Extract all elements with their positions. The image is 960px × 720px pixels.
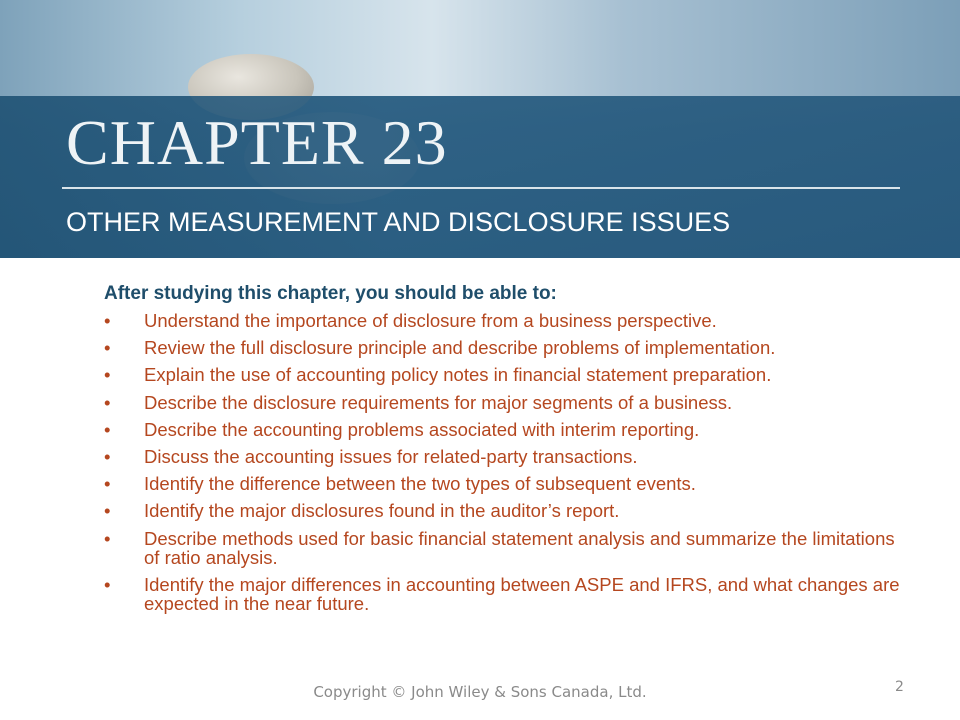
objective-text: Identify the difference between the two types of subsequent events. [144, 473, 696, 495]
objective-text: Identify the major differences in accounting between ASPE and IFRS, and what changes are expected in the near future. [144, 573, 900, 614]
objective-text: Discuss the accounting issues for related-party transactions. [144, 445, 638, 467]
objective-text: Describe methods used for basic financial statement analysis and summarize the limitations of ratio analysis. [144, 527, 895, 568]
objectives-list [104, 311, 904, 613]
objective-item [104, 338, 904, 357]
objective-item [104, 529, 904, 567]
objective-item [104, 420, 904, 439]
objective-item [104, 311, 904, 330]
bullet-icon: • [104, 445, 111, 467]
bullet-icon: • [104, 527, 111, 549]
page-number: 2 [895, 679, 904, 695]
objective-text: Describe the accounting problems associated with interim reporting. [144, 418, 700, 440]
bullet-icon: • [104, 418, 111, 440]
objective-text: Explain the use of accounting policy notes in financial statement preparation. [144, 364, 772, 386]
objective-text: Review the full disclosure principle and describe problems of implementation. [144, 337, 776, 359]
chapter-subtitle: OTHER MEASUREMENT AND DISCLOSURE ISSUES [66, 207, 731, 237]
objectives-lead: After studying this chapter, you should be able to: [104, 283, 557, 304]
objective-item [104, 447, 904, 466]
bullet-icon: • [104, 500, 111, 522]
objective-text: Describe the disclosure requirements for major segments of a business. [144, 391, 733, 413]
objective-text: Identify the major disclosures found in the auditor’s report. [144, 500, 620, 522]
objective-item [104, 575, 904, 613]
bullet-icon: • [104, 310, 111, 331]
bullet-icon: • [104, 391, 111, 413]
bullet-icon: • [104, 473, 111, 495]
learning-objectives [104, 282, 904, 621]
bullet-icon: • [104, 337, 111, 359]
objective-item [104, 365, 904, 384]
bullet-icon: • [104, 364, 111, 386]
chapter-title: CHAPTER 23 [66, 107, 448, 178]
objective-item [104, 393, 904, 412]
bullet-icon: • [104, 573, 111, 595]
objective-item [104, 474, 904, 493]
copyright-footer: Copyright © John Wiley & Sons Canada, Ltd. [313, 683, 647, 701]
sea-background [0, 0, 960, 96]
title-divider [62, 187, 900, 189]
objective-text: Understand the importance of disclosure from a business perspective. [144, 310, 717, 331]
objective-item [104, 501, 904, 520]
